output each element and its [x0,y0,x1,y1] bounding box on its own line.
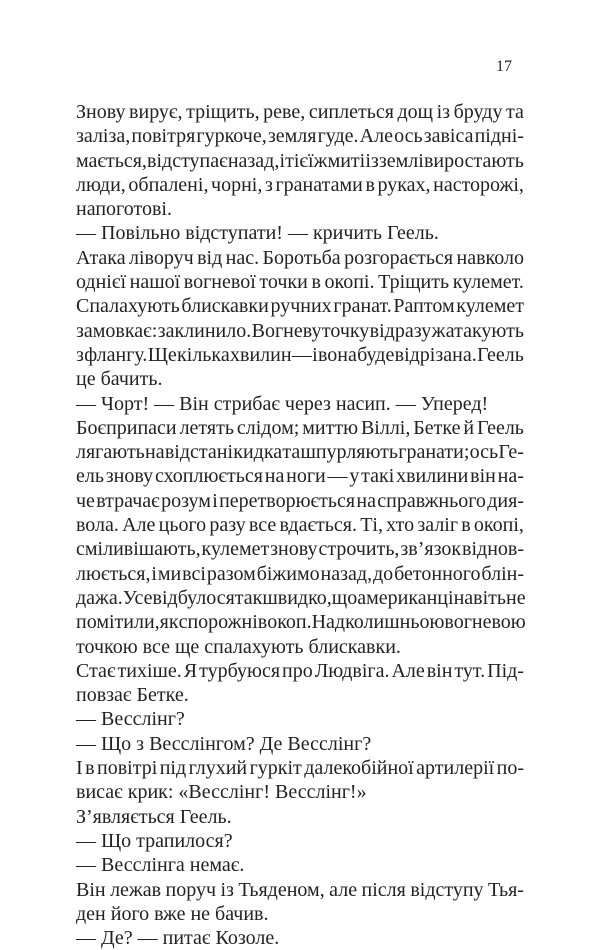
text-line: — Весслінга немає. [76,854,245,877]
text-line: З’являється Геель. [76,805,232,828]
text-line: однієї нашої вогневої точки в окопі. Тріщить кулемет. [76,271,524,294]
text-line: — Що з Весслінгом? Де Весслінг? [76,732,372,755]
text-line: замовкає: заклинило. Вогневу точку відразу ж атакують [76,319,524,342]
text-line: че втрачає розум і перетворюється на справжнього дия- [76,489,524,512]
text-line: заліза, повітря гуркоче, земля гуде. Але ось завіса підні- [76,125,524,148]
text-line: помітили, як спорожнів окоп. Над колишньою вогневою [76,611,526,634]
text-line: — Повільно відступати! — кричить Геель. [76,222,439,245]
text-line: повзає Бетке. [76,684,189,707]
text-line: лягають на відстані кидка та шпурляють гранати; ось Ге- [76,441,524,464]
text-line: дажа. Усе відбулося так швидко, що американці навіть не [76,586,526,609]
text-line: Боєприпаси летять слідом; миттю Віллі, Бетке й Геель [76,416,524,439]
text-line: — Що трапилося? [76,829,233,852]
text-line: — Весслінг? [76,708,185,731]
text-line: Він лежав поруч із Тьяденом, але після відступу Тья- [76,878,524,901]
text-line: люється, і ми всі разом біжимо назад, до бетонного блін- [76,562,524,585]
text-line: це бачить. [76,368,163,391]
text-line: з флангу. Ще кілька хвилин — і вона буде відрізана. Геель [76,343,524,366]
text-line: Атака ліворуч від нас. Боротьба розгорається навколо [76,246,524,269]
text-line: ель знову схоплюється на ноги — у такі хвилини він на- [76,465,524,488]
text-line: — Чорт! — Він стрибає через насип. — Уперед! [76,392,489,415]
text-line: Стає тихіше. Я турбуюся про Людвіга. Але він тут. Під- [76,659,524,682]
text-line: Знову вирує, тріщить, реве, сиплеться дощ із бруду та [76,101,524,123]
text-line: І в повітрі під глухий гуркіт далекобійної артилерії по- [76,757,524,780]
text-line: точкою все ще спалахують блискавки. [76,635,401,658]
text-line: люди, обпалені, чорні, з гранатами в руках, насторожі, [76,173,524,196]
page-number: 17 [496,58,512,75]
text-line: висає крик: «Весслінг! Весслінг!» [76,781,367,804]
text-line: напоготові. [76,198,172,221]
text-line: Спалахують блискавки ручних гранат. Раптом кулемет [76,295,524,318]
body-text [76,100,524,950]
text-line: сміливішають, кулемет знову строчить, зв’язок віднов- [76,538,524,561]
text-line: — Де? — питає Козоле. [76,927,280,950]
text-line: ден його вже не бачив. [76,902,269,925]
text-line: вола. Але цього разу все вдається. Ті, хто заліг в окопі, [76,514,524,537]
text-line: мається, відступає назад, і тієї ж миті із землі виростають [76,149,524,172]
